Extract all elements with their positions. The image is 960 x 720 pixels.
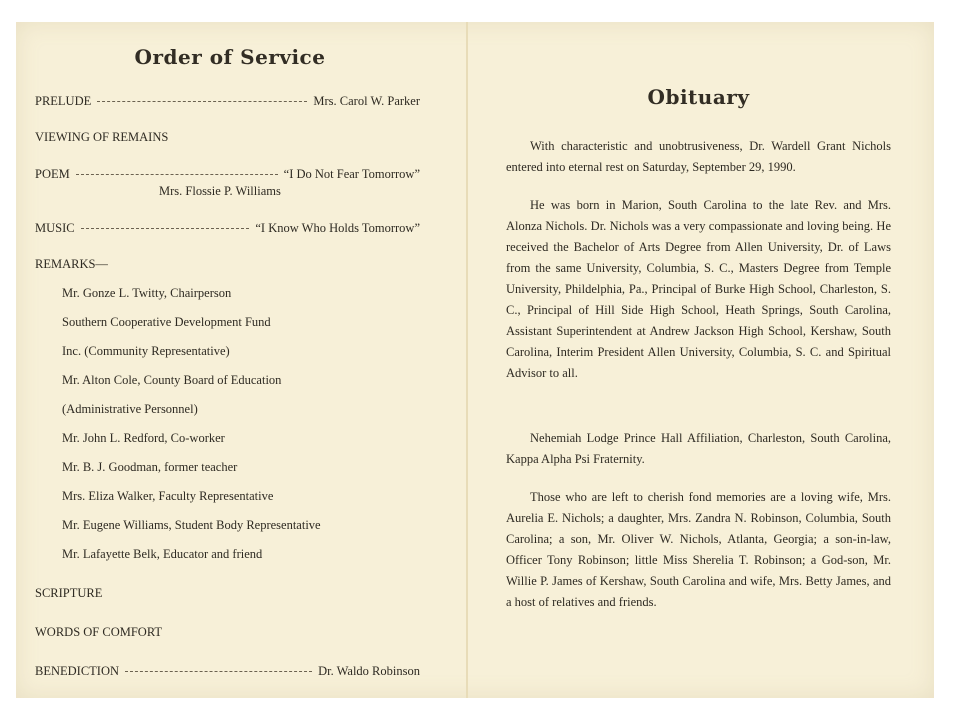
benediction-value: Dr. Waldo Robinson bbox=[318, 664, 420, 678]
paragraph-text: He was born in Marion, South Carolina to the late Rev. and Mrs. Alonza Nichols. Dr. Nichols was a very compassionate and loving being. He received the Bachelor of Arts Degree from Allen University, Dr. of Laws from the same University, Columbia, S. C., Masters Degree from Temple University, Phildelphia, Pa., Principal of Burke High School, Charleston, S. C., Principal of Hill Side High School, Heath Springs, South Carolina, Assistant Superintendent at Andrew Jackson High School, Kershaw, South Carolina, Interim President Allen University, Columbia, S. C. and Spiritual Advisor to all. bbox=[506, 198, 891, 380]
obituary-title: Obituary bbox=[647, 85, 750, 109]
remarks-item: Mr. Eugene Williams, Student Body Representative bbox=[62, 518, 321, 532]
remarks-item: Mr. Alton Cole, County Board of Education bbox=[62, 373, 282, 387]
music-row bbox=[35, 221, 420, 236]
prelude-value: Mrs. Carol W. Parker bbox=[313, 94, 420, 108]
dotted-leader bbox=[81, 228, 250, 229]
obituary-paragraph bbox=[506, 487, 891, 613]
obituary-paragraph bbox=[506, 195, 891, 384]
remarks-item: Inc. (Community Representative) bbox=[62, 344, 230, 358]
remarks-item: Mr. Lafayette Belk, Educator and friend bbox=[62, 547, 263, 561]
benediction-row bbox=[35, 664, 420, 679]
remarks-label: REMARKS— bbox=[35, 257, 108, 271]
remarks-item: Mr. B. J. Goodman, former teacher bbox=[62, 460, 238, 474]
poem-reader: Mrs. Flossie P. Williams bbox=[159, 184, 281, 198]
order-of-service-title: Order of Service bbox=[134, 45, 326, 69]
music-value: “I Know Who Holds Tomorrow” bbox=[255, 221, 420, 235]
center-fold bbox=[466, 22, 468, 698]
words-of-comfort-item: WORDS OF COMFORT bbox=[35, 625, 163, 639]
dotted-leader bbox=[125, 671, 312, 672]
dotted-leader bbox=[76, 174, 278, 175]
poem-label: POEM bbox=[35, 167, 70, 181]
prelude-label: PRELUDE bbox=[35, 94, 92, 108]
obituary-paragraph bbox=[506, 136, 891, 178]
remarks-item: (Administrative Personnel) bbox=[62, 402, 198, 416]
viewing-item: VIEWING OF REMAINS bbox=[35, 130, 169, 144]
dotted-leader bbox=[97, 101, 307, 102]
obituary-paragraph bbox=[506, 428, 891, 470]
remarks-item: Southern Cooperative Development Fund bbox=[62, 315, 271, 329]
poem-value: “I Do Not Fear Tomorrow” bbox=[283, 167, 420, 181]
remarks-item: Mrs. Eliza Walker, Faculty Representative bbox=[62, 489, 274, 503]
paragraph-text: Nehemiah Lodge Prince Hall Affiliation, Charleston, South Carolina, Kappa Alpha Psi Fraternity. bbox=[506, 431, 891, 466]
scripture-item: SCRIPTURE bbox=[35, 586, 103, 600]
prelude-row bbox=[35, 94, 420, 109]
music-label: MUSIC bbox=[35, 221, 75, 235]
benediction-label: BENEDICTION bbox=[35, 664, 120, 678]
remarks-item: Mr. Gonze L. Twitty, Chairperson bbox=[62, 286, 232, 300]
paragraph-text: Those who are left to cherish fond memories are a loving wife, Mrs. Aurelia E. Nichols; a daughter, Mrs. Zandra N. Robinson, Columbia, South Carolina; a son, Mr. Oliver W. Nichols, Atlanta, Georgia; a son-in-law, Officer Tony Robinson; little Miss Sherelia T. Robinson; a God-son, Mr. Willie P. James of Kershaw, South Carolina and wife, Mrs. Betty James, and a host of relatives and friends. bbox=[506, 490, 891, 609]
remarks-item: Mr. John L. Redford, Co-worker bbox=[62, 431, 225, 445]
paragraph-text: With characteristic and unobtrusiveness, Dr. Wardell Grant Nichols entered into eternal rest on Saturday, September 29, 1990. bbox=[506, 139, 891, 174]
poem-row bbox=[35, 167, 420, 182]
